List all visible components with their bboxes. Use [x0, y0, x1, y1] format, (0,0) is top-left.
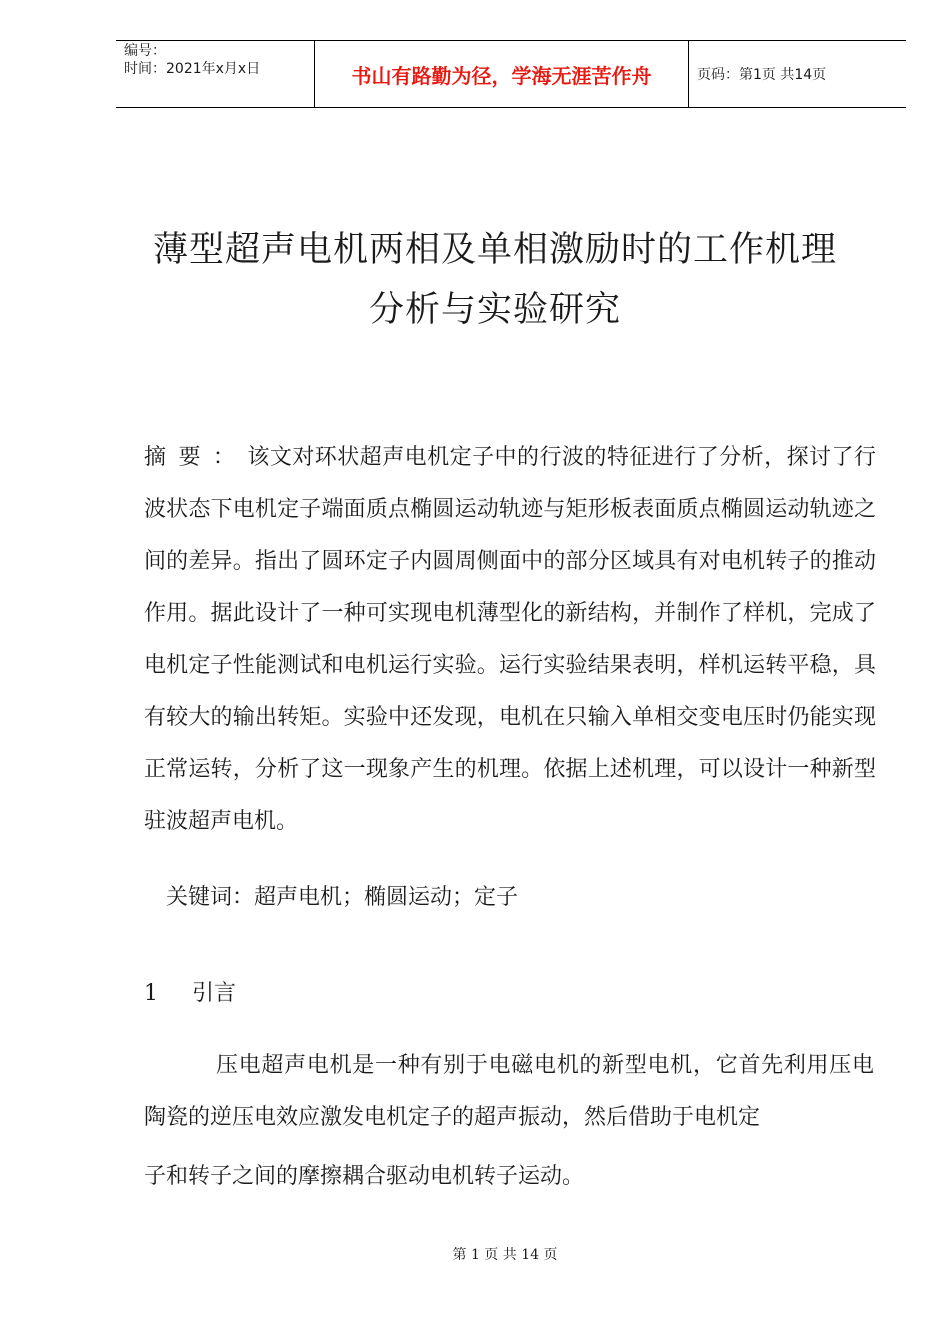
body-paragraph — [144, 1040, 874, 1200]
abstract-text: 该文对环状超声电机定子中的行波的特征进行了分析，探讨了行波状态下电机定子端面质点椭圆运动轨迹与矩形板表面质点椭圆运动轨迹之间的差异。指出了圆环定子内圆周侧面中的部分区域具有对电机转子的推动作用。据此设计了一种可实现电机薄型化的新结构，并制作了样机，完成了电机定子性能测试和电机运行实验。运行实验结果表明，样机运转平稳，具有较大的输出转矩。实验中还发现，电机在只输入单相交变电压时仍能实现正常运转，分析了这一现象产生的机理。依据上述机理，可以设计一种新型驻波超声电机。 — [144, 445, 876, 834]
keywords-line: 关键词：超声电机；椭圆运动；定子 — [166, 885, 519, 910]
body-text-part-1: 压电超声电机是一种有别于电磁电机的新型电机，它首先利用压电陶瓷的逆压电效应激发电机定子的超声振动，然后借助于电机定 — [144, 1053, 874, 1130]
header-time-label: 时间：2021年x月x日 — [124, 61, 261, 77]
abstract-paragraph — [144, 432, 876, 848]
page-footer: 第 1 页 共 14 页 — [452, 1247, 558, 1263]
body-text-part-2: 子和转子之间的摩擦耦合驱动电机转子运动。 — [144, 1164, 585, 1189]
header-number-label: 编号： — [124, 43, 166, 59]
section-heading — [144, 974, 236, 1014]
title-line-1: 薄型超声电机两相及单相激励时的工作机理 — [152, 230, 837, 270]
abstract-label: 摘要： — [144, 445, 248, 470]
header-meta — [116, 41, 315, 107]
section-number: 1 — [144, 981, 158, 1006]
header-motto: 书山有路勤为径，学海无涯苦作舟 — [315, 41, 689, 107]
title-line-2: 分析与实验研究 — [368, 290, 621, 330]
page-header — [116, 40, 906, 108]
header-page-info: 页码：第1页 共14页 — [697, 67, 827, 83]
document-title — [60, 220, 930, 340]
section-title: 引言 — [192, 981, 237, 1006]
